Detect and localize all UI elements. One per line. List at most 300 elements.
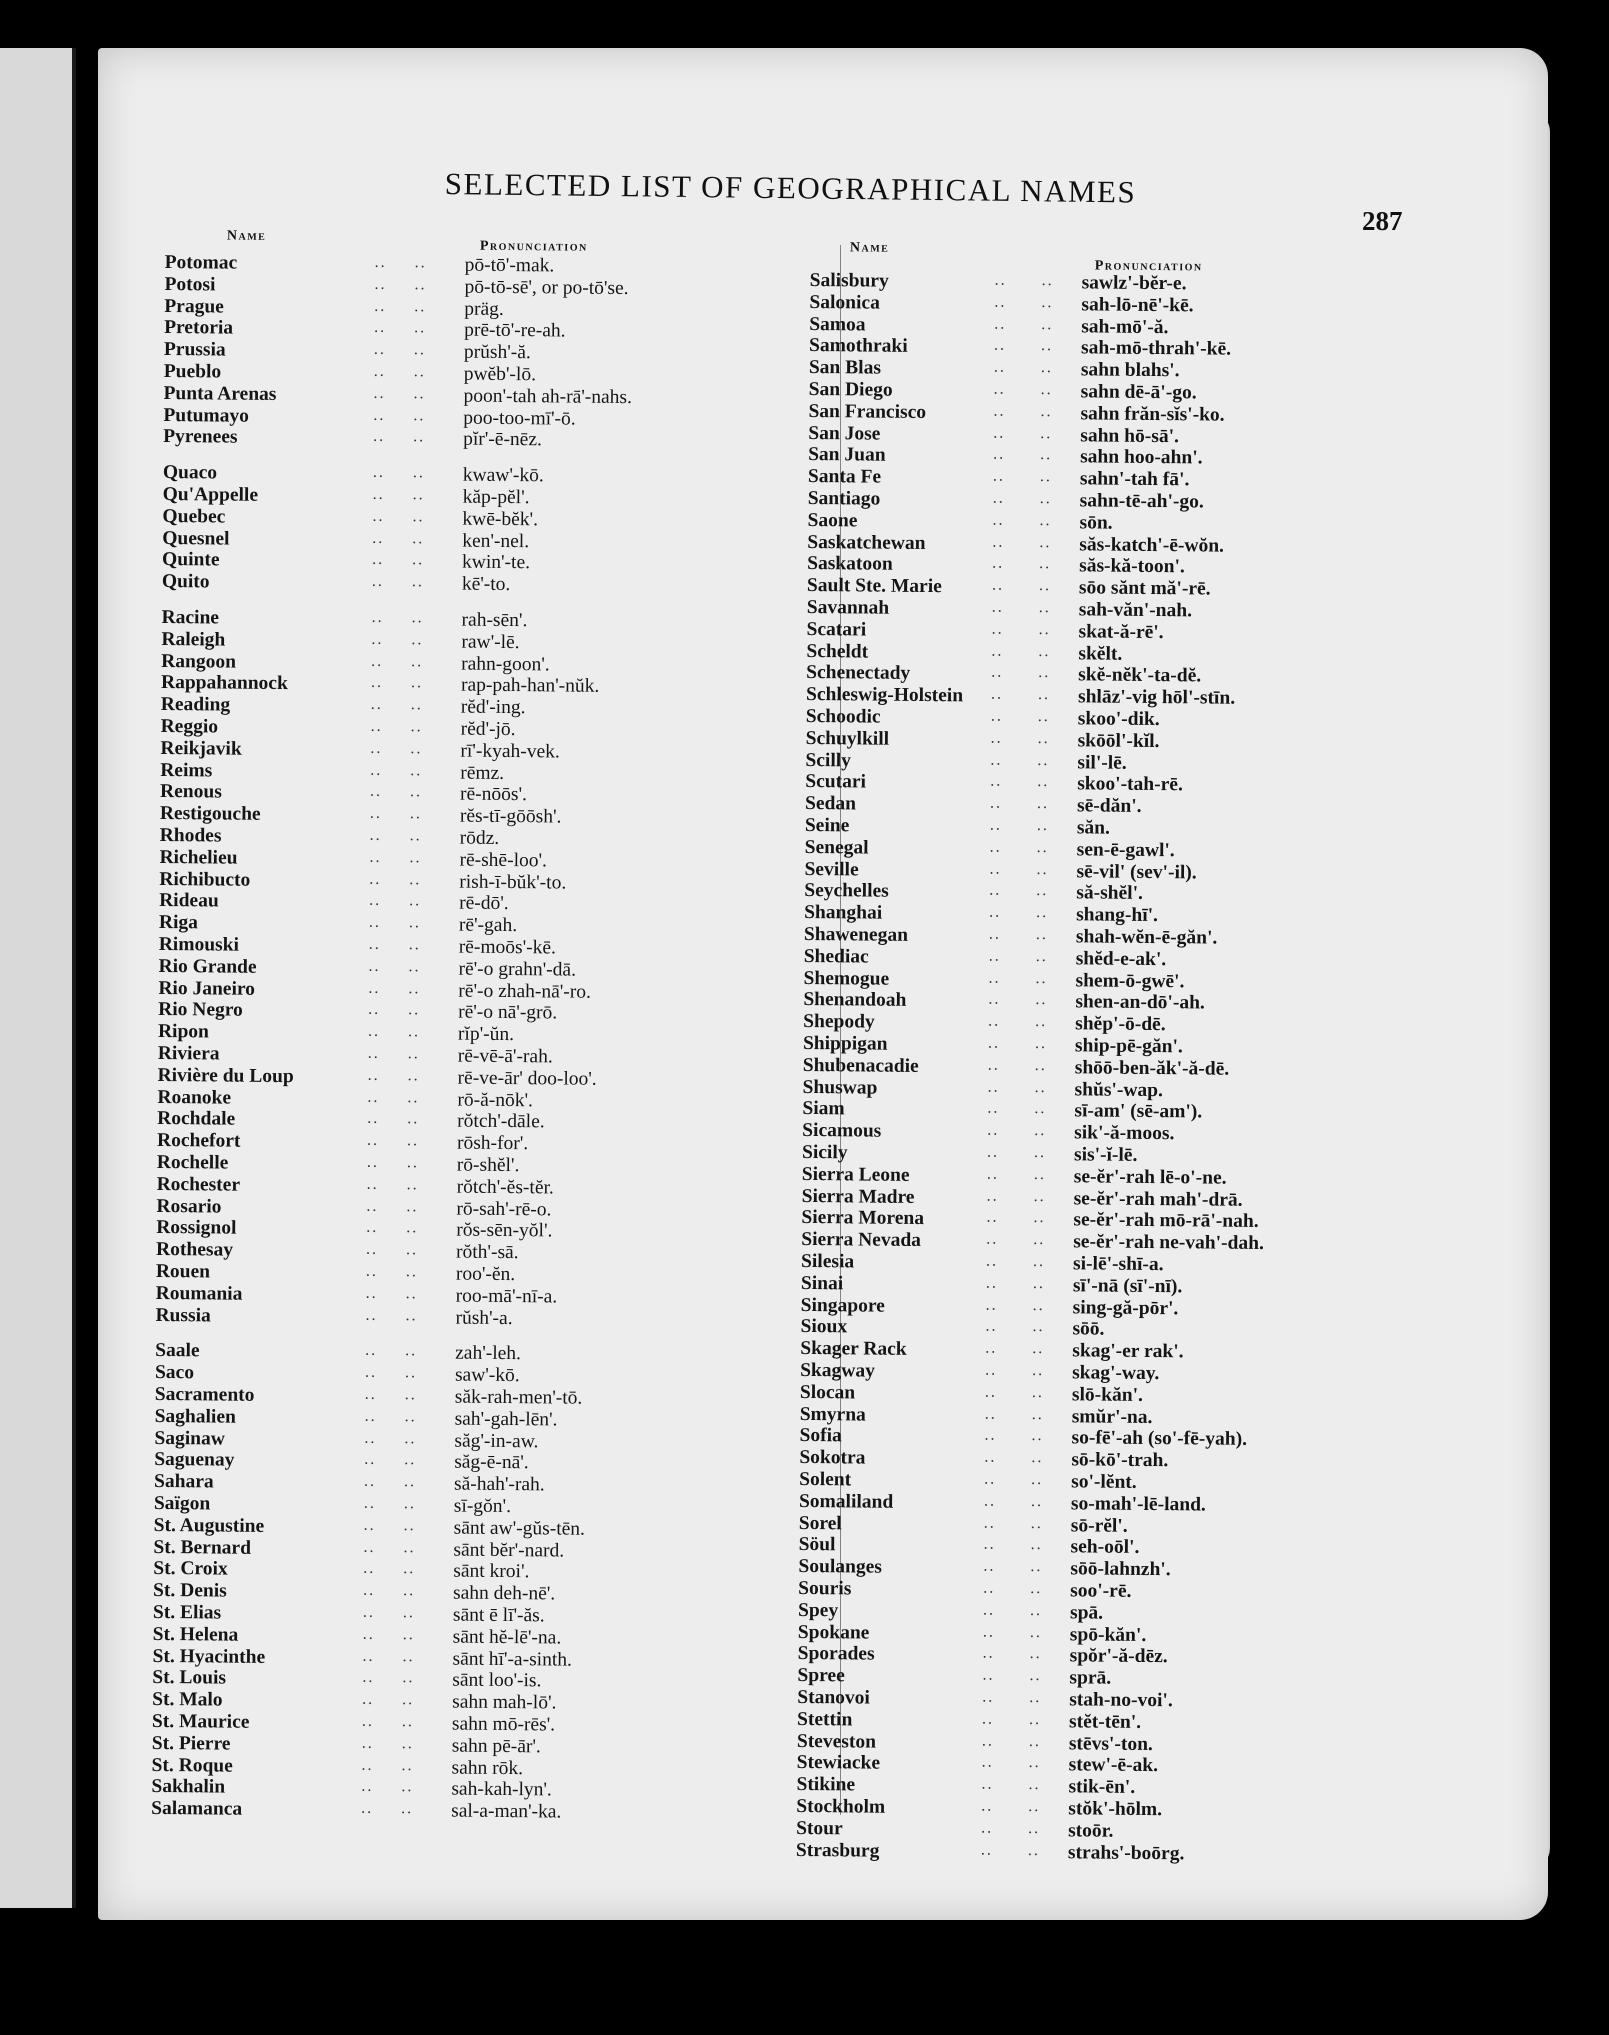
place-name: Sicamous [802, 1120, 882, 1142]
leader-dots: .. [987, 1078, 1000, 1096]
leader-dots: .. [367, 1044, 380, 1062]
leader-dots: .. [362, 1669, 375, 1687]
leader-dots: .. [366, 1131, 380, 1150]
place-name: Rappahannock [160, 672, 288, 695]
leader-dots: .. [372, 485, 385, 503]
place-name: Stour [796, 1817, 843, 1840]
place-name: St. Bernard [153, 1536, 252, 1559]
pronunciation: sahn hoo-ahn'. [1080, 446, 1203, 469]
leader-dots: .. [361, 1712, 375, 1730]
place-name: Skager Rack [800, 1338, 907, 1361]
leader-dots: .. [372, 551, 385, 569]
leader-dots: .. [364, 1407, 377, 1425]
leader-dots: .. [409, 870, 422, 888]
leader-dots: .. [981, 1753, 994, 1772]
pronunciation: sānt hĕ-lē'-na. [452, 1626, 562, 1649]
leader-dots: .. [986, 1252, 999, 1270]
leader-dots: .. [983, 1492, 997, 1510]
leader-dots: .. [1029, 1601, 1043, 1619]
leader-dots: .. [366, 1219, 379, 1237]
place-name: Rivière du Loup [157, 1064, 294, 1087]
place-name: Souris [798, 1577, 852, 1600]
leader-dots: .. [989, 860, 1002, 878]
leader-dots: .. [370, 761, 383, 779]
leader-dots: .. [992, 533, 1005, 551]
pronunciation: pĭr'-ē-nēz. [463, 429, 543, 451]
place-name: Roumania [155, 1282, 243, 1305]
place-name: Restigouche [159, 803, 261, 826]
leader-dots: .. [370, 783, 383, 801]
leader-dots: .. [992, 554, 1005, 573]
pronunciation: prē-tō'-re-ah. [464, 320, 566, 342]
leader-dots: .. [994, 337, 1007, 355]
place-name: Pueblo [163, 360, 222, 383]
leader-dots: .. [372, 464, 385, 482]
pronunciation: so-mah'-lē-land. [1070, 1493, 1206, 1516]
place-name: Soulanges [798, 1556, 882, 1578]
place-name: Sierra Leone [801, 1163, 910, 1186]
place-name: Shanghai [804, 902, 883, 924]
place-name: Seychelles [804, 880, 889, 903]
leader-dots: .. [403, 1538, 416, 1556]
place-name: Sofia [799, 1425, 842, 1447]
leader-dots: .. [371, 573, 384, 591]
leader-dots: .. [1037, 708, 1050, 726]
leader-dots: .. [981, 1775, 994, 1793]
place-name: Saginaw [154, 1427, 225, 1450]
leader-dots: .. [1038, 642, 1051, 660]
pronunciation: sānt kroi'. [453, 1560, 530, 1583]
place-name: Renous [159, 781, 222, 803]
pronunciation: sahn blahs'. [1080, 359, 1180, 382]
leader-dots: .. [982, 1666, 995, 1684]
place-name: Samoa [809, 313, 866, 336]
leader-dots: .. [363, 1494, 376, 1512]
leader-dots: .. [366, 1175, 379, 1193]
leader-dots: .. [990, 794, 1003, 812]
pronunciation: roo-mā'-nī-a. [455, 1285, 558, 1308]
place-name: Quito [161, 571, 210, 593]
leader-dots: .. [362, 1625, 375, 1643]
pronunciation: kăp-pĕl'. [462, 486, 530, 509]
place-name: Salisbury [809, 269, 889, 292]
place-name: Sioux [800, 1316, 848, 1338]
leader-dots: .. [984, 1383, 998, 1401]
place-name: Seville [804, 858, 859, 881]
pronunciation: spā. [1069, 1602, 1104, 1624]
leader-dots: .. [401, 1778, 414, 1796]
leader-dots: .. [366, 1240, 379, 1259]
pronunciation: sahn rōk. [451, 1757, 524, 1779]
leader-dots: .. [982, 1644, 995, 1663]
place-name: Rothesay [155, 1239, 234, 1261]
pronunciation: kwaw'-kō. [462, 464, 544, 487]
place-name: San Francisco [808, 400, 927, 423]
leader-dots: .. [1028, 1732, 1041, 1750]
leader-dots: .. [1031, 1470, 1044, 1489]
leader-dots: .. [987, 1099, 1000, 1118]
place-name: Rhodes [159, 824, 222, 847]
place-name: Quinte [162, 549, 220, 571]
leader-dots: .. [407, 1088, 420, 1106]
place-name: Reggio [160, 715, 219, 738]
pronunciation: skag'-er rak'. [1072, 1340, 1184, 1363]
pronunciation: shŭs'-wap. [1074, 1078, 1164, 1101]
leader-dots: .. [991, 663, 1004, 682]
pronunciation: shang-hī'. [1076, 904, 1159, 927]
pronunciation: stoōr. [1068, 1820, 1114, 1842]
pronunciation: rĭp'-ŭn. [457, 1023, 515, 1046]
leader-dots: .. [361, 1756, 374, 1774]
leader-dots: .. [983, 1579, 996, 1597]
pronunciation: rē-shē-loo'. [459, 849, 548, 872]
leader-dots: .. [986, 1165, 999, 1183]
leader-dots: .. [374, 253, 387, 271]
pronunciation: rōsh-for'. [456, 1132, 529, 1155]
place-name: St. Denis [153, 1580, 227, 1602]
leader-dots: .. [370, 696, 383, 714]
leader-dots: .. [1034, 1034, 1048, 1053]
leader-dots: .. [1039, 511, 1052, 529]
pronunciation: sah-kah-lyn'. [451, 1778, 552, 1801]
leader-dots: .. [989, 838, 1002, 856]
place-name: Scatari [806, 618, 867, 641]
leader-dots: .. [1032, 1361, 1045, 1380]
leader-dots: .. [988, 947, 1001, 965]
pronunciation: rĕd'-ing. [460, 696, 526, 719]
leader-dots: .. [363, 1472, 377, 1491]
leader-dots: .. [367, 1110, 380, 1128]
place-name: St. Pierre [151, 1732, 231, 1755]
leader-dots: .. [1033, 1231, 1046, 1249]
pronunciation: rap-pah-han'-nŭk. [460, 674, 600, 698]
leader-dots: .. [407, 1110, 420, 1128]
leader-dots: .. [411, 573, 424, 591]
place-name: Shenandoah [803, 989, 907, 1012]
leader-dots: .. [986, 1208, 999, 1227]
pronunciation: raw'-lē. [461, 631, 520, 653]
leader-dots: .. [993, 445, 1006, 464]
place-name: Sierra Nevada [801, 1229, 922, 1252]
pronunciation: smŭr'-na. [1071, 1405, 1153, 1428]
pronunciation: sah-mō'-ă. [1081, 315, 1169, 338]
leader-dots: .. [1028, 1776, 1041, 1794]
place-name: Slocan [799, 1381, 856, 1404]
place-name: Shawenegan [803, 923, 909, 946]
place-name: Stettin [796, 1708, 853, 1731]
pronunciation: rī'-kyah-vek. [460, 740, 560, 763]
leader-dots: .. [1028, 1819, 1041, 1837]
leader-dots: .. [365, 1306, 378, 1324]
leader-dots: .. [404, 1407, 417, 1426]
leader-dots: .. [1036, 838, 1049, 856]
leader-dots: .. [1037, 686, 1051, 704]
leader-dots: .. [374, 275, 387, 293]
leader-dots: .. [369, 804, 382, 823]
place-name: Quebec [162, 505, 226, 528]
leader-dots: .. [402, 1691, 415, 1709]
leader-dots: .. [981, 1797, 994, 1815]
leader-dots: .. [403, 1582, 416, 1600]
leader-dots: .. [1040, 381, 1053, 399]
place-name: Shubenacadie [802, 1054, 919, 1077]
leader-dots: .. [987, 1034, 1001, 1052]
leader-dots: .. [1041, 272, 1054, 290]
pronunciation: slō-kăn'. [1071, 1384, 1144, 1406]
leader-dots: .. [1029, 1667, 1042, 1685]
leader-dots: .. [401, 1713, 415, 1731]
leader-dots: .. [985, 1296, 998, 1314]
leader-dots: .. [403, 1516, 416, 1535]
pronunciation: sōō-lahnzh'. [1070, 1558, 1171, 1581]
pronunciation: kē'-to. [461, 573, 511, 596]
leader-dots: .. [1035, 1013, 1048, 1031]
leader-dots: .. [1036, 904, 1049, 922]
leader-dots: .. [1034, 1100, 1047, 1118]
leader-dots: .. [1030, 1579, 1043, 1598]
leader-dots: .. [985, 1317, 998, 1336]
leader-dots: .. [988, 1012, 1001, 1030]
leader-dots: .. [364, 1363, 378, 1382]
place-name: Schenectady [806, 662, 911, 685]
place-name: St. Helena [152, 1623, 239, 1646]
leader-dots: .. [413, 341, 427, 359]
leader-dots: .. [984, 1405, 997, 1423]
leader-dots: .. [989, 881, 1002, 900]
leader-dots: .. [361, 1734, 374, 1752]
place-name: Seine [804, 814, 850, 837]
leader-dots: .. [365, 1262, 378, 1280]
place-name: Sierra Madre [801, 1185, 915, 1208]
leader-dots: .. [983, 1557, 996, 1575]
place-name: Pyrenees [163, 426, 238, 449]
place-name: Saskatchewan [807, 531, 926, 554]
pronunciation: sah-lō-nē'-kē. [1081, 294, 1194, 317]
leader-dots: .. [412, 507, 425, 526]
leader-dots: .. [414, 275, 427, 294]
leader-dots: .. [987, 1056, 1000, 1074]
leader-dots: .. [994, 293, 1007, 311]
pronunciation: sānt ē lī'-ăs. [452, 1604, 545, 1627]
pronunciation: sānt bĕr'-nard. [453, 1539, 565, 1562]
leader-dots: .. [1035, 991, 1048, 1009]
pronunciation: rē-nōōs'. [459, 783, 528, 806]
leader-dots: .. [406, 1132, 420, 1150]
pronunciation: rō-shĕl'. [456, 1154, 520, 1177]
leader-dots: .. [373, 384, 386, 402]
place-name: Reikjavik [160, 737, 242, 760]
pronunciation: săs-katch'-ē-wŏn. [1079, 533, 1225, 557]
leader-dots: .. [985, 1274, 998, 1292]
leader-dots: .. [368, 1001, 381, 1019]
leader-dots: .. [401, 1756, 414, 1774]
leader-dots: .. [403, 1495, 416, 1513]
place-name: Strasburg [795, 1839, 880, 1862]
place-name: Savannah [806, 596, 890, 619]
pronunciation: sis'-ĭ-lē. [1073, 1144, 1138, 1166]
leader-dots: .. [990, 707, 1003, 725]
leader-dots: .. [367, 1088, 380, 1106]
leader-dots: .. [409, 827, 422, 845]
leader-dots: .. [365, 1342, 378, 1360]
place-name: Sinai [800, 1272, 844, 1295]
pronunciation: sah'-gah-lēn'. [454, 1408, 558, 1431]
leader-dots: .. [371, 608, 384, 626]
place-name: Stikine [796, 1774, 856, 1796]
right-header-name: Name [849, 240, 890, 256]
pronunciation: skag'-way. [1072, 1362, 1160, 1385]
pronunciation: rē-dō'. [459, 892, 509, 915]
leader-dots: .. [1029, 1688, 1042, 1707]
leader-dots: .. [1033, 1252, 1046, 1271]
pronunciation: stik-ēn'. [1068, 1776, 1136, 1799]
leader-dots: .. [994, 315, 1007, 333]
leader-dots: .. [408, 914, 422, 932]
leader-dots: .. [408, 936, 421, 954]
pronunciation: kwē-bĕk'. [462, 508, 539, 531]
place-name: Sahara [153, 1471, 214, 1493]
place-name: Stewiacke [796, 1752, 881, 1775]
place-name: St. Malo [152, 1689, 223, 1711]
leader-dots: .. [364, 1451, 377, 1469]
leader-dots: .. [406, 1219, 419, 1237]
place-name: Siam [802, 1098, 845, 1120]
leader-dots: .. [980, 1841, 994, 1859]
leader-dots: .. [402, 1625, 415, 1644]
place-name: Prague [164, 295, 224, 318]
leader-dots: .. [1033, 1143, 1047, 1162]
leader-dots: .. [1036, 860, 1049, 878]
place-name: Quesnel [162, 527, 230, 550]
place-name: Solent [799, 1468, 852, 1491]
pronunciation: skat-ă-rē'. [1078, 621, 1164, 643]
pronunciation: săs-kă-toon'. [1079, 555, 1185, 578]
pronunciation: sahn deh-nē'. [453, 1582, 556, 1605]
leader-dots: .. [988, 990, 1001, 1009]
place-name: Samothraki [808, 335, 908, 358]
pronunciation: sō-kō'-trah. [1071, 1449, 1169, 1472]
pronunciation: skōōl'-kĭl. [1077, 730, 1160, 752]
place-name: Senegal [804, 836, 869, 859]
place-name: Potosi [164, 273, 216, 296]
leader-dots: .. [1034, 1078, 1047, 1096]
leader-dots: .. [409, 848, 422, 867]
leader-dots: .. [414, 254, 427, 272]
leader-dots: .. [1033, 1165, 1046, 1183]
leader-dots: .. [363, 1581, 376, 1600]
place-name: Schleswig-Holstein [805, 684, 964, 707]
place-name: Steveston [796, 1730, 877, 1753]
leader-dots: .. [1032, 1340, 1045, 1358]
leader-dots: .. [985, 1361, 998, 1379]
place-name: Spokane [797, 1621, 870, 1644]
pronunciation: skĕ-nĕk'-ta-dĕ. [1078, 664, 1202, 687]
place-name: Putumayo [163, 404, 250, 427]
place-name: Punta Arenas [163, 382, 277, 405]
pronunciation: so'-lĕnt. [1071, 1471, 1137, 1493]
place-name: Rio Janeiro [158, 977, 256, 1000]
leader-dots: .. [373, 428, 386, 446]
place-name: Prussia [163, 339, 226, 361]
leader-dots: .. [1039, 555, 1052, 573]
place-name: San Diego [808, 378, 893, 401]
pronunciation: sō-rĕl'. [1070, 1514, 1128, 1537]
leader-dots: .. [412, 486, 425, 504]
leader-dots: .. [404, 1386, 417, 1404]
pronunciation: poon'-tah ah-rā'-nahs. [463, 385, 633, 408]
place-name: Silesia [800, 1250, 855, 1273]
pronunciation: zah'-leh. [455, 1342, 522, 1365]
leader-dots: .. [1039, 468, 1053, 486]
leader-dots: .. [402, 1647, 415, 1665]
leader-dots: .. [1030, 1558, 1043, 1576]
page-title: SELECTED LIST OF GEOGRAPHICAL NAMES [444, 166, 1137, 210]
place-name: St. Roque [151, 1754, 233, 1777]
leader-dots: .. [1035, 969, 1048, 987]
pronunciation: seh-oōl'. [1070, 1536, 1140, 1559]
leader-dots: .. [363, 1538, 376, 1556]
leader-dots: .. [989, 903, 1002, 921]
place-name: Scheldt [806, 640, 869, 663]
leader-dots: .. [410, 783, 423, 801]
pronunciation: sē-dăn'. [1076, 795, 1142, 818]
leader-dots: .. [370, 717, 383, 735]
pronunciation: rah-sēn'. [461, 609, 528, 632]
pronunciation: sē-vil' (sev'-il). [1076, 860, 1197, 883]
pronunciation: ship-pē-găn'. [1074, 1035, 1183, 1058]
leader-dots: .. [411, 630, 424, 649]
leader-dots: .. [408, 979, 421, 997]
leader-dots: .. [368, 913, 382, 932]
pronunciation: rōdz. [459, 827, 500, 849]
place-name: St. Croix [153, 1558, 228, 1580]
leader-dots: .. [991, 576, 1005, 594]
leader-dots: .. [1040, 359, 1053, 377]
leader-dots: .. [413, 428, 426, 446]
pronunciation: sahn frăn-sĭs'-ko. [1080, 403, 1225, 426]
pronunciation: pō-tō-sē', or po-tō'se. [464, 276, 629, 299]
place-name: Schoodic [805, 705, 881, 728]
place-name: Rochefort [156, 1130, 241, 1152]
place-name: Spree [797, 1665, 845, 1687]
place-name: Saone [807, 509, 858, 532]
place-name: Raleigh [161, 628, 226, 651]
place-name: Russia [155, 1304, 211, 1327]
pronunciation: stah-no-voi'. [1069, 1689, 1173, 1712]
pronunciation: prŭsh'-ă. [463, 341, 531, 364]
leader-dots: .. [983, 1514, 996, 1532]
leader-dots: .. [362, 1690, 375, 1709]
leader-dots: .. [407, 1066, 420, 1085]
place-name: Sacramento [154, 1383, 255, 1406]
leader-dots: .. [403, 1473, 417, 1491]
leader-dots: .. [414, 297, 427, 315]
pronunciation: spŏr'-ă-dēz. [1069, 1645, 1168, 1668]
pronunciation: skĕlt. [1078, 642, 1123, 665]
leader-dots: .. [1029, 1645, 1042, 1663]
pronunciation: kwin'-te. [462, 551, 531, 574]
leader-dots: .. [992, 467, 1006, 485]
place-name: Skagway [800, 1359, 876, 1382]
leader-dots: .. [1031, 1405, 1044, 1423]
leader-dots: .. [365, 1284, 378, 1302]
pronunciation: strahs'-boōrg. [1067, 1841, 1185, 1864]
leader-dots: .. [992, 489, 1005, 507]
pronunciation: sah-văn'-nah. [1078, 599, 1193, 622]
leader-dots: .. [361, 1799, 374, 1818]
place-name: Rideau [159, 890, 219, 912]
pronunciation: shōō-ben-ăk'-ă-dē. [1074, 1057, 1230, 1080]
